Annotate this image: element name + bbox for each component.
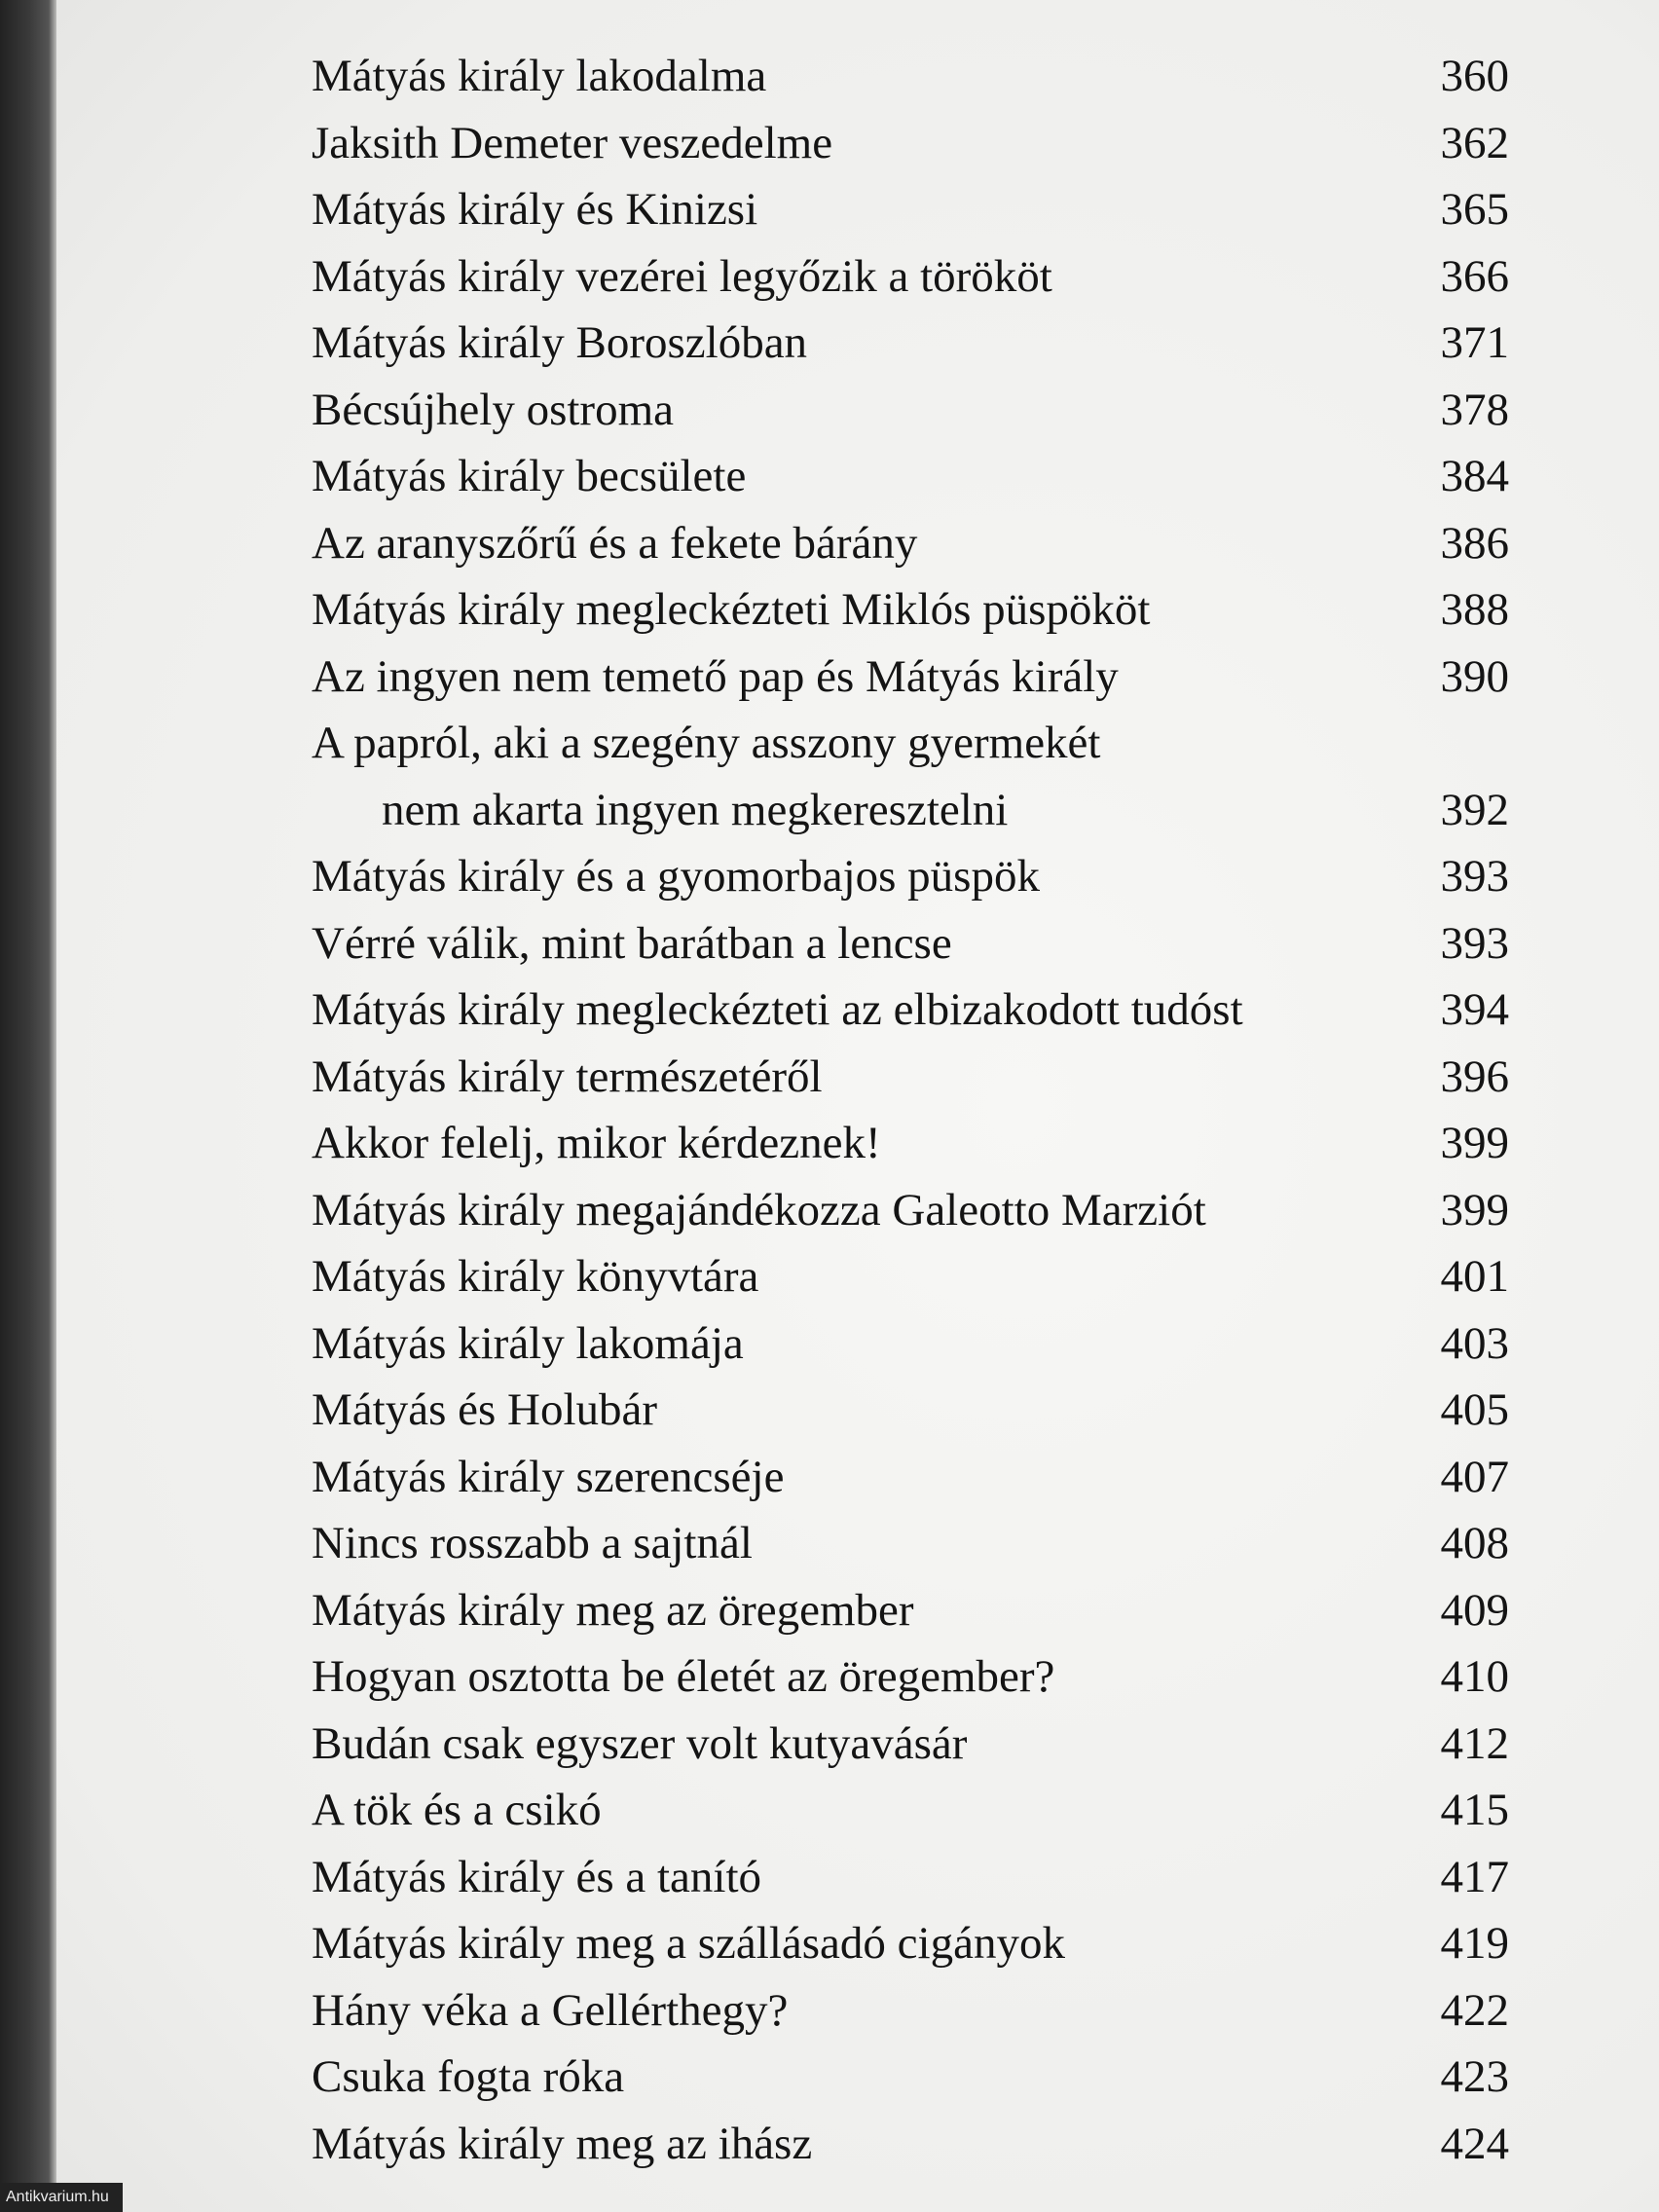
toc-entry-title: Mátyás király becsülete bbox=[312, 451, 747, 501]
toc-entry-page: 422 bbox=[1440, 1984, 1509, 2036]
toc-entry bbox=[312, 843, 1509, 910]
book-binding-edge bbox=[0, 0, 56, 2212]
toc-entry-title: Hogyan osztotta be életét az öregember? bbox=[312, 1651, 1055, 1702]
toc-entry bbox=[312, 510, 1509, 577]
toc-entry-title: Mátyás király és a tanító bbox=[312, 1851, 762, 1902]
toc-entry-page: 417 bbox=[1440, 1851, 1509, 1902]
toc-entry-title: Mátyás király vezérei legyőzik a törököt bbox=[312, 250, 1052, 302]
toc-entry-title: Mátyás király megleckézteti Miklós püspököt bbox=[312, 584, 1151, 635]
watermark: Antikvarium.hu bbox=[0, 2183, 123, 2212]
toc-entry-title: Nincs rosszabb a sajtnál bbox=[312, 1518, 753, 1568]
toc-entry bbox=[312, 243, 1509, 311]
toc-entry-title: Mátyás király lakodalma bbox=[312, 51, 767, 101]
toc-entry bbox=[312, 377, 1509, 444]
toc-entry-title: Bécsújhely ostroma bbox=[312, 384, 675, 435]
toc-entry-page: 392 bbox=[1440, 784, 1509, 835]
toc-entry bbox=[312, 1711, 1509, 1778]
table-of-contents bbox=[312, 43, 1509, 2177]
toc-entry-title: Mátyás király és a gyomorbajos püspök bbox=[312, 851, 1040, 902]
toc-entry bbox=[312, 1110, 1509, 1177]
toc-entry bbox=[312, 1444, 1509, 1511]
toc-entry-title: Az aranyszőrű és a fekete bárány bbox=[312, 517, 918, 569]
toc-entry-page: 407 bbox=[1440, 1451, 1509, 1502]
toc-entry-page: 378 bbox=[1440, 384, 1509, 435]
toc-entry bbox=[312, 1577, 1509, 1644]
toc-entry-page: 405 bbox=[1440, 1384, 1509, 1435]
toc-entry-title: A papról, aki a szegény asszony gyermekét bbox=[312, 718, 1101, 768]
toc-entry bbox=[312, 977, 1509, 1044]
toc-entry bbox=[312, 43, 1509, 110]
toc-entry-page: 360 bbox=[1440, 51, 1509, 101]
toc-entry-title: Csuka fogta róka bbox=[312, 2051, 625, 2102]
toc-entry bbox=[312, 710, 1509, 777]
toc-entry-page: 365 bbox=[1440, 184, 1509, 235]
toc-entry-page: 424 bbox=[1440, 2118, 1509, 2169]
toc-entry-page: 362 bbox=[1440, 117, 1509, 168]
toc-entry-title: Mátyás király meg az ihász bbox=[312, 2118, 813, 2169]
toc-entry bbox=[312, 2111, 1509, 2178]
toc-entry-title: nem akarta ingyen megkeresztelni bbox=[382, 784, 1009, 835]
toc-entry-title: Mátyás király szerencséje bbox=[312, 1451, 785, 1502]
toc-entry bbox=[312, 1977, 1509, 2045]
toc-entry bbox=[312, 777, 1509, 844]
toc-entry-title: Mátyás király természetéről bbox=[312, 1051, 823, 1102]
toc-entry-page: 371 bbox=[1440, 317, 1509, 368]
toc-entry bbox=[312, 1910, 1509, 1977]
toc-entry-page: 393 bbox=[1440, 917, 1509, 969]
toc-entry bbox=[312, 1044, 1509, 1111]
toc-entry bbox=[312, 1510, 1509, 1577]
toc-entry-page: 390 bbox=[1440, 650, 1509, 702]
toc-entry bbox=[312, 1844, 1509, 1911]
toc-entry-title: Mátyás és Holubár bbox=[312, 1384, 658, 1435]
toc-entry bbox=[312, 1243, 1509, 1310]
toc-entry-title: Mátyás király megajándékozza Galeotto Marziót bbox=[312, 1184, 1206, 1235]
toc-entry bbox=[312, 910, 1509, 977]
toc-entry-page: 366 bbox=[1440, 250, 1509, 302]
toc-entry-page: 396 bbox=[1440, 1051, 1509, 1102]
toc-entry-page: 394 bbox=[1440, 984, 1509, 1035]
toc-entry bbox=[312, 576, 1509, 644]
toc-entry-page: 415 bbox=[1440, 1785, 1509, 1835]
toc-entry-page: 384 bbox=[1440, 451, 1509, 501]
toc-entry-title: Mátyás király és Kinizsi bbox=[312, 184, 758, 235]
toc-entry-page: 399 bbox=[1440, 1184, 1509, 1235]
toc-entry-title: Mátyás király Boroszlóban bbox=[312, 317, 808, 368]
toc-entry-page: 388 bbox=[1440, 584, 1509, 635]
toc-entry bbox=[312, 1777, 1509, 1844]
toc-entry-title: Az ingyen nem temető pap és Mátyás király bbox=[312, 650, 1119, 702]
toc-entry bbox=[312, 1310, 1509, 1378]
toc-entry-page: 419 bbox=[1440, 1918, 1509, 1969]
toc-entry-title: Mátyás király könyvtára bbox=[312, 1251, 759, 1302]
toc-entry bbox=[312, 2044, 1509, 2111]
toc-entry-page: 410 bbox=[1440, 1651, 1509, 1702]
toc-entry-title: Mátyás király meg a szállásadó cigányok bbox=[312, 1918, 1065, 1969]
toc-entry bbox=[312, 644, 1509, 711]
toc-entry-page: 403 bbox=[1440, 1317, 1509, 1369]
toc-entry-title: Akkor felelj, mikor kérdeznek! bbox=[312, 1118, 881, 1168]
toc-entry bbox=[312, 310, 1509, 377]
toc-entry-page: 393 bbox=[1440, 851, 1509, 902]
toc-entry-title: Jaksith Demeter veszedelme bbox=[312, 117, 833, 168]
toc-entry bbox=[312, 1177, 1509, 1244]
toc-entry bbox=[312, 176, 1509, 243]
toc-entry bbox=[312, 110, 1509, 177]
toc-entry-page: 401 bbox=[1440, 1251, 1509, 1302]
toc-entry-page: 423 bbox=[1440, 2051, 1509, 2102]
toc-entry-title: Mátyás király meg az öregember bbox=[312, 1584, 914, 1636]
toc-entry-title: A tök és a csikó bbox=[312, 1785, 602, 1835]
toc-entry bbox=[312, 443, 1509, 510]
toc-entry-title: Mátyás király megleckézteti az elbizakodott tudóst bbox=[312, 984, 1243, 1035]
toc-entry-page: 409 bbox=[1440, 1584, 1509, 1636]
toc-entry-page: 408 bbox=[1440, 1518, 1509, 1568]
toc-entry-title: Budán csak egyszer volt kutyavásár bbox=[312, 1717, 968, 1769]
toc-entry-title: Vérré válik, mint barátban a lencse bbox=[312, 917, 952, 969]
toc-entry bbox=[312, 1377, 1509, 1444]
toc-entry-title: Mátyás király lakomája bbox=[312, 1317, 744, 1369]
toc-entry-page: 399 bbox=[1440, 1118, 1509, 1168]
toc-entry-page: 412 bbox=[1440, 1717, 1509, 1769]
toc-entry bbox=[312, 1643, 1509, 1711]
toc-entry-page: 386 bbox=[1440, 517, 1509, 569]
toc-entry-title: Hány véka a Gellérthegy? bbox=[312, 1984, 789, 2036]
